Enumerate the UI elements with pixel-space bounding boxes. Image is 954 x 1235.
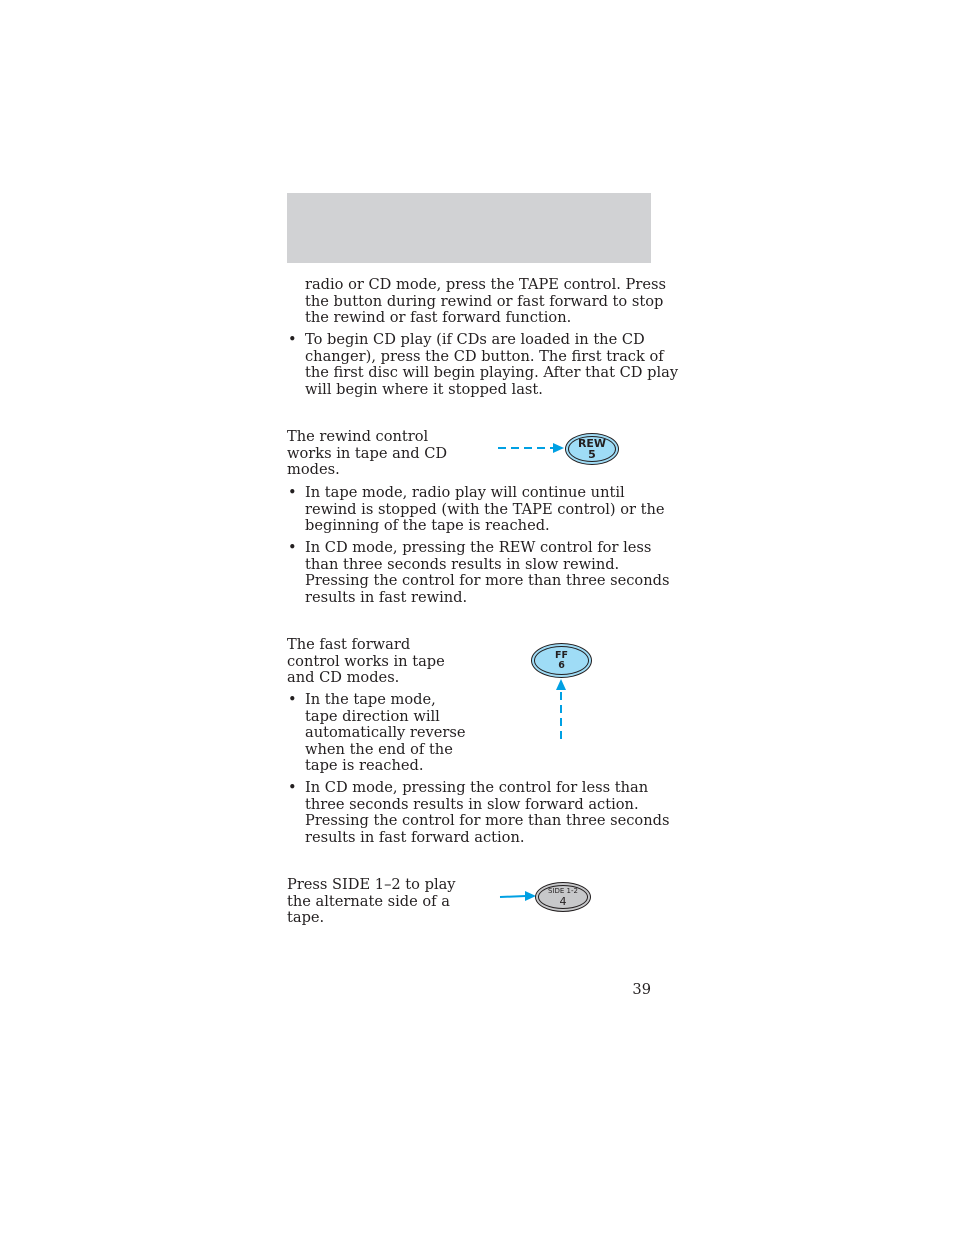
bullet-marker: • xyxy=(288,779,297,796)
page-number: 39 xyxy=(632,981,651,998)
side-button-label: SIDE 1-2 xyxy=(548,886,578,895)
bullet-marker: • xyxy=(288,539,297,556)
side-intro: Press SIDE 1–2 to play the alternate side of a tape. xyxy=(287,876,456,927)
bullet-marker: • xyxy=(288,484,297,501)
bullet-marker: • xyxy=(288,691,297,708)
rewind-tape-bullet: In tape mode, radio play will continue until rewind is stopped (with the TAPE control) or the beginning of the tape is reached. xyxy=(305,484,665,535)
continuation-paragraph: radio or CD mode, press the TAPE control. Press the button during rewind or fast forward to stop the rewind or fast forward function. xyxy=(305,276,666,327)
rew-button-label: REW xyxy=(577,437,607,450)
rew-5-button[interactable] xyxy=(565,433,619,465)
cd-play-bullet: To begin CD play (if CDs are loaded in the CD changer), press the CD button. The first track of the first disc will begin playing. After that CD play will begin where it stopped last. xyxy=(305,331,679,398)
bullet-marker: • xyxy=(288,331,297,348)
ff-arrow xyxy=(553,678,569,746)
ff-tape-bullet: In the tape mode, tape direction will automatically reverse when the end of the tape is reached. xyxy=(305,691,466,775)
ff-button-number: 6 xyxy=(558,659,565,671)
rewind-intro: The rewind control works in tape and CD modes. xyxy=(287,428,448,479)
ff-cd-bullet: In CD mode, pressing the control for less than three seconds results in slow forward action. Pressing the control for more than three seconds results in fast forward action. xyxy=(305,779,670,846)
ff-6-button[interactable] xyxy=(531,643,592,678)
rewind-arrow xyxy=(497,440,567,456)
rewind-cd-bullet: In CD mode, pressing the REW control for less than three seconds results in slow rewind. Pressing the control for more than three seconds results in fast rewind. xyxy=(305,539,670,606)
side-arrow xyxy=(499,888,539,904)
ff-button-label: FF xyxy=(555,650,568,661)
side-1-2-4-button[interactable] xyxy=(535,882,591,912)
side-button-number: 4 xyxy=(559,894,567,908)
ff-intro: The fast forward control works in tape and CD modes. xyxy=(287,636,445,687)
rew-button-number: 5 xyxy=(588,448,596,461)
section-header-band xyxy=(287,193,651,263)
